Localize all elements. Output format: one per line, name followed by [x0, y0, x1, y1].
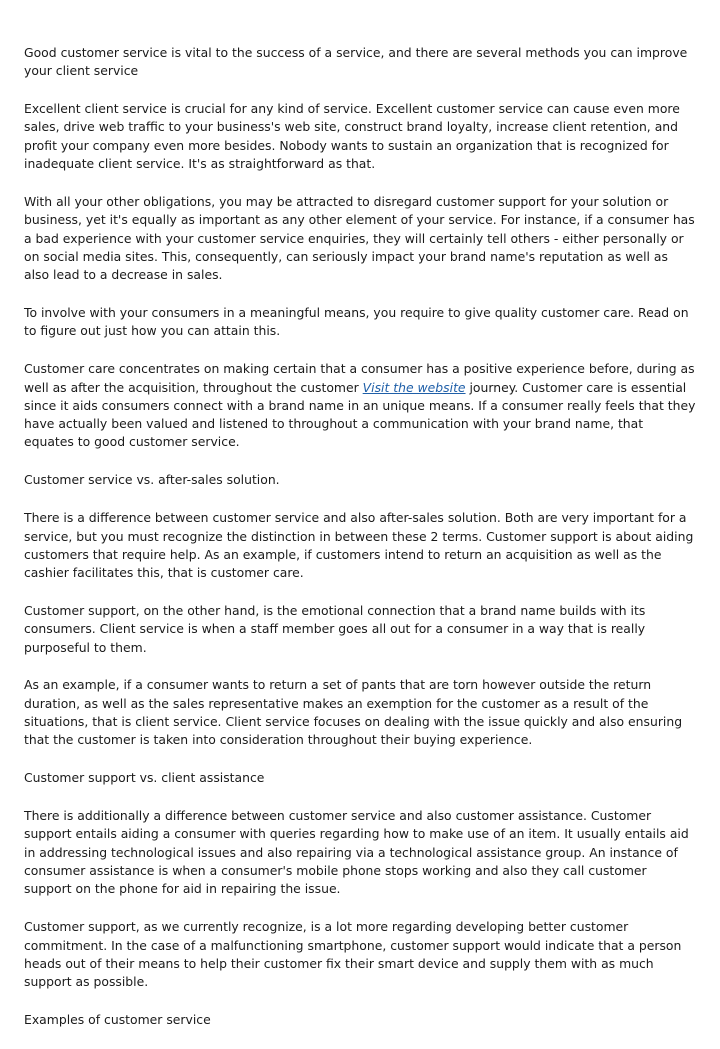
paragraph-emotional-connection: Customer support, on the other hand, is the emotional connection that a brand name builds with its consumers. Client service is when a staff member goes all out for a consumer in a way that is really purposeful to them. — [24, 602, 646, 655]
section-heading-client-assistance: Customer support vs. client assistance — [24, 770, 265, 786]
paragraph-obligations: With all your other obligations, you may be attracted to disregard customer support for your solution or business, yet it's equally as important as any other element of your service. For instance, if a consumer has a bad experience with your customer service enquiries, they will certainly tell others - either personally or on social media sites. This, consequently, can seriously impact your brand name's reputation as well as also lead to a decrease in sales. — [24, 193, 695, 283]
paragraph-customer-assistance: There is additionally a difference between customer service and also customer assistance. Customer support entails aiding a consumer with queries regarding how to make use of an item. It usually entails aid in addressing technological issues and also repairing via a technological assistance group. An instance of consumer assistance is when a consumer's mobile phone stops working and also they call customer support on the phone for aid in repairing the issue. — [24, 808, 689, 897]
paragraph-intro: Good customer service is vital to the success of a service, and there are several methods you can improve your client service — [24, 45, 688, 79]
paragraph-text-before-link: Customer care concentrates on making certain that a consumer has a positive experience before, during as well as after the acquisition, throughout the customer — [24, 361, 695, 395]
paragraph-text-after-link: journey. Customer care is essential since it aids consumers connect with a brand name in an unique means. If a consumer really feels that they have actually been valued and listened to throughout a communication with your brand name, that equates to good customer service. — [24, 379, 696, 450]
paragraph-difference-after-sales: There is a difference between customer service and also after-sales solution. Both are very important for a service, but you must recognize the distinction in between these 2 terms. Customer support is about aiding customers that require help. As an example, if customers intend to return an acquisition as well as the cashier facilitates this, that is customer care. — [24, 510, 694, 581]
section-heading-after-sales: Customer service vs. after-sales solution. — [24, 472, 280, 488]
paragraph-customer-care — [24, 360, 696, 451]
visit-website-link[interactable]: Visit the website — [362, 379, 466, 395]
document-body — [24, 44, 696, 1049]
paragraph-pants-example: As an example, if a consumer wants to return a set of pants that are torn however outside the return duration, as well as the sales representative makes an exemption for the customer as a result of the situations, that is client service. Client service focuses on dealing with the issue quickly and also ensuring that the customer is taken into consideration throughout their buying experience. — [24, 677, 683, 748]
paragraph-commitment: Customer support, as we currently recognize, is a lot more regarding developing better customer commitment. In the case of a malfunctioning smartphone, customer support would indicate that a person heads out of their means to help their customer fix their smart device and supply them with as much support as possible. — [24, 919, 682, 990]
paragraph-involve-consumers: To involve with your consumers in a meaningful means, you require to give quality customer care. Read on to figure out just how you can attain this. — [24, 305, 689, 339]
paragraph-excellent-service: Excellent client service is crucial for any kind of service. Excellent customer service can cause even more sales, drive web traffic to your business's web site, construct brand loyalty, increase client retention, and profit your company even more besides. Nobody wants to sustain an organization that is recognized for inadequate client service. It's as straightforward as that. — [24, 101, 680, 172]
section-heading-examples: Examples of customer service — [24, 1012, 211, 1027]
